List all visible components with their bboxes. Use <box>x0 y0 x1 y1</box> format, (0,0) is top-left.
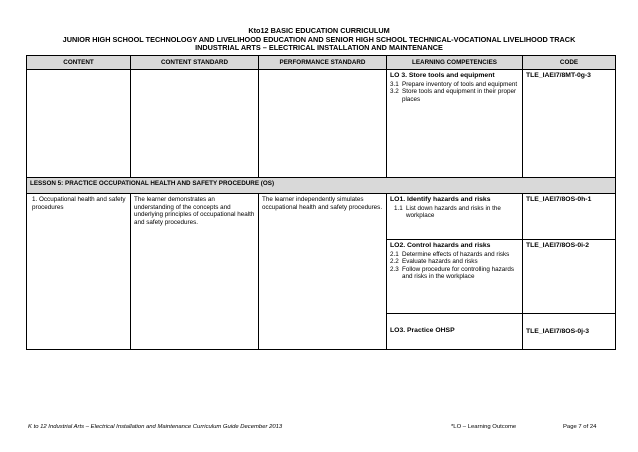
column-header-performance-standard: PERFORMANCE STANDARD <box>259 56 387 70</box>
item-text: List down hazards and risks in the workplace <box>406 204 501 220</box>
lesson-title: LESSON 5: PRACTICE OCCUPATIONAL HEALTH AND SAFETY PROCEDURE (OS) <box>27 178 616 194</box>
code-cell: TLE_IAEI7/8OS-0j-3 <box>523 314 616 350</box>
code-cell: TLE_IAEI7/8MT-0g-3 <box>523 70 616 178</box>
document-header <box>0 27 638 53</box>
learning-competency-cell <box>387 194 523 240</box>
performance-standard-cell: The learner independently simulates occupational health and safety procedures. <box>259 194 387 350</box>
table-row <box>27 194 616 240</box>
content-standard-cell <box>131 70 259 178</box>
competency-item <box>394 205 519 220</box>
lo-title: LO 3. Store tools and equipment <box>390 72 495 79</box>
column-header-learning-competencies: LEARNING COMPETENCIES <box>387 56 523 70</box>
item-number: 2.3 <box>390 265 399 273</box>
competency-item <box>390 81 519 89</box>
item-text: Prepare inventory of tools and equipment <box>402 80 518 88</box>
competency-item <box>390 258 519 266</box>
column-header-code: CODE <box>523 56 616 70</box>
column-header-content-standard: CONTENT STANDARD <box>131 56 259 70</box>
lo-title: LO3. Practice OHSP <box>390 327 455 335</box>
code-cell: TLE_IAEI7/8OS-0h-1 <box>523 194 616 240</box>
lo-title: LO2. Control hazards and risks <box>390 242 491 249</box>
competency-item <box>390 266 519 281</box>
item-number: 3.1 <box>390 80 399 88</box>
learning-competency-cell <box>387 70 523 178</box>
competency-item <box>390 251 519 259</box>
item-number: 2.2 <box>390 258 399 266</box>
item-text: Evaluate hazards and risks <box>402 258 478 266</box>
content-text: 1. Occupational health and safety procedures <box>32 196 126 211</box>
header-line-1: Kto12 BASIC EDUCATION CURRICULUM <box>248 26 390 35</box>
lesson-row <box>27 178 616 194</box>
curriculum-table <box>26 55 616 350</box>
code-cell: TLE_IAEI7/8OS-0i-2 <box>523 240 616 314</box>
table-header-row <box>27 56 616 70</box>
page-number: Page 7 of 24 <box>563 424 597 430</box>
content-cell <box>27 194 131 350</box>
footer-note: *LO – Learning Outcome <box>451 424 517 430</box>
item-number: 2.1 <box>390 250 399 258</box>
lo-title: LO1. Identify hazards and risks <box>390 196 491 203</box>
learning-competency-cell <box>387 314 523 350</box>
item-text: Determine effects of hazards and risks <box>402 250 510 258</box>
content-cell <box>27 70 131 178</box>
table-row <box>27 70 616 178</box>
item-number: 3.2 <box>390 88 399 96</box>
item-text: Follow procedure for controlling hazards and risks in the workplace <box>402 265 515 281</box>
item-number: 1.1 <box>394 204 403 212</box>
footer-document-title: K to 12 Industrial Arts – Electrical Installation and Maintenance Curriculum Guide December 2013 <box>28 424 283 430</box>
learning-competency-cell <box>387 240 523 314</box>
performance-standard-cell <box>259 70 387 178</box>
content-standard-cell: The learner demonstrates an understanding of the concepts and underlying principles of occupational health and safety procedures. <box>131 194 259 350</box>
competency-item <box>390 88 519 103</box>
header-line-2: JUNIOR HIGH SCHOOL TECHNOLOGY AND LIVELIHOOD EDUCATION AND SENIOR HIGH SCHOOL TECHNICAL-VOCATIONAL LIVELIHOOD TRACK <box>62 34 576 44</box>
column-header-content: CONTENT <box>27 56 131 70</box>
header-line-3: INDUSTRIAL ARTS – ELECTRICAL INSTALLATION AND MAINTENANCE <box>195 43 443 53</box>
item-text: Store tools and equipment in their proper places <box>402 88 517 103</box>
